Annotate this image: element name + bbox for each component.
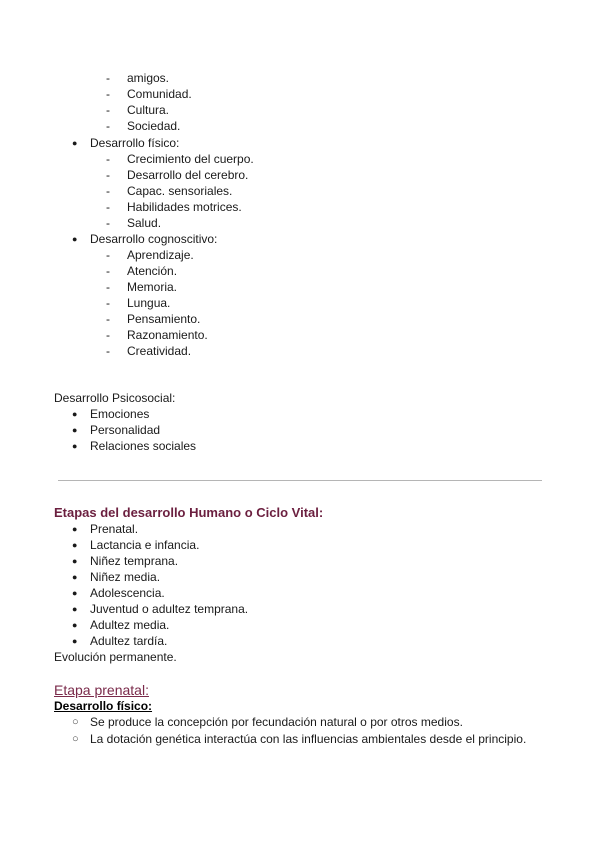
- list-item: Adultez tardía.: [90, 634, 168, 648]
- dash-marker: -: [106, 152, 110, 166]
- bullet-icon: ●: [72, 138, 78, 148]
- bullet-icon: ●: [72, 441, 78, 451]
- dash-marker: -: [106, 280, 110, 294]
- dash-marker: -: [106, 87, 110, 101]
- list-item: Sociedad.: [127, 119, 181, 133]
- list-item: Niñez media.: [90, 570, 161, 584]
- bullet-icon: ●: [72, 572, 78, 582]
- list-item: Memoria.: [127, 280, 178, 294]
- dash-marker: -: [106, 71, 110, 85]
- list-item: Emociones: [90, 407, 150, 421]
- list-item: Desarrollo del cerebro.: [127, 168, 249, 182]
- dash-marker: -: [106, 264, 110, 278]
- list-item: Niñez temprana.: [90, 554, 179, 568]
- list-item: Razonamiento.: [127, 328, 208, 342]
- list-heading-cognitivo: Desarrollo cognoscitivo:: [90, 232, 218, 246]
- list-item: Prenatal.: [90, 522, 139, 536]
- dash-marker: -: [106, 344, 110, 358]
- etapas-footer-text: Evolución permanente.: [54, 650, 177, 664]
- section-heading-etapas: Etapas del desarrollo Humano o Ciclo Vital:: [54, 505, 324, 520]
- list-item: Capac. sensoriales.: [127, 184, 233, 198]
- list-item: Habilidades motrices.: [127, 200, 242, 214]
- dash-marker: -: [106, 119, 110, 133]
- list-item: Comunidad.: [127, 87, 192, 101]
- circle-bullet-icon: ○: [72, 733, 79, 745]
- horizontal-divider: [58, 480, 542, 481]
- dash-marker: -: [106, 216, 110, 230]
- subheading-desarrollo-fisico: Desarrollo físico:: [54, 699, 153, 713]
- list-item: Creatividad.: [127, 344, 192, 358]
- section-title-psicosocial: Desarrollo Psicosocial:: [54, 391, 176, 405]
- bullet-icon: ●: [72, 636, 78, 646]
- list-item: Lungua.: [127, 296, 171, 310]
- dash-marker: -: [106, 200, 110, 214]
- bullet-icon: ●: [72, 604, 78, 614]
- list-item: Salud.: [127, 216, 162, 230]
- dash-marker: -: [106, 312, 110, 326]
- list-item: La dotación genética interactúa con las influencias ambientales desde el principio.: [90, 732, 527, 746]
- list-item: Personalidad: [90, 423, 161, 437]
- bullet-icon: ●: [72, 620, 78, 630]
- dash-marker: -: [106, 248, 110, 262]
- dash-marker: -: [106, 184, 110, 198]
- list-item: Adultez media.: [90, 618, 170, 632]
- bullet-icon: ●: [72, 556, 78, 566]
- list-item: Juventud o adultez temprana.: [90, 602, 249, 616]
- list-item: Aprendizaje.: [127, 248, 194, 262]
- list-item: Adolescencia.: [90, 586, 165, 600]
- dash-marker: -: [106, 103, 110, 117]
- dash-marker: -: [106, 168, 110, 182]
- list-item: Se produce la concepción por fecundación natural o por otros medios.: [90, 715, 463, 729]
- dash-marker: -: [106, 328, 110, 342]
- bullet-icon: ●: [72, 234, 78, 244]
- circle-bullet-icon: ○: [72, 716, 79, 728]
- bullet-icon: ●: [72, 409, 78, 419]
- list-item: Relaciones sociales: [90, 439, 197, 453]
- list-item: Atención.: [127, 264, 178, 278]
- list-item: Crecimiento del cuerpo.: [127, 152, 254, 166]
- list-item: amigos.: [127, 71, 170, 85]
- list-heading-fisico: Desarrollo físico:: [90, 136, 180, 150]
- list-item: Lactancia e infancia.: [90, 538, 200, 552]
- bullet-icon: ●: [72, 425, 78, 435]
- list-item: Pensamiento.: [127, 312, 201, 326]
- dash-marker: -: [106, 296, 110, 310]
- bullet-icon: ●: [72, 524, 78, 534]
- list-item: Cultura.: [127, 103, 170, 117]
- bullet-icon: ●: [72, 588, 78, 598]
- bullet-icon: ●: [72, 540, 78, 550]
- section-heading-prenatal: Etapa prenatal:: [54, 682, 149, 698]
